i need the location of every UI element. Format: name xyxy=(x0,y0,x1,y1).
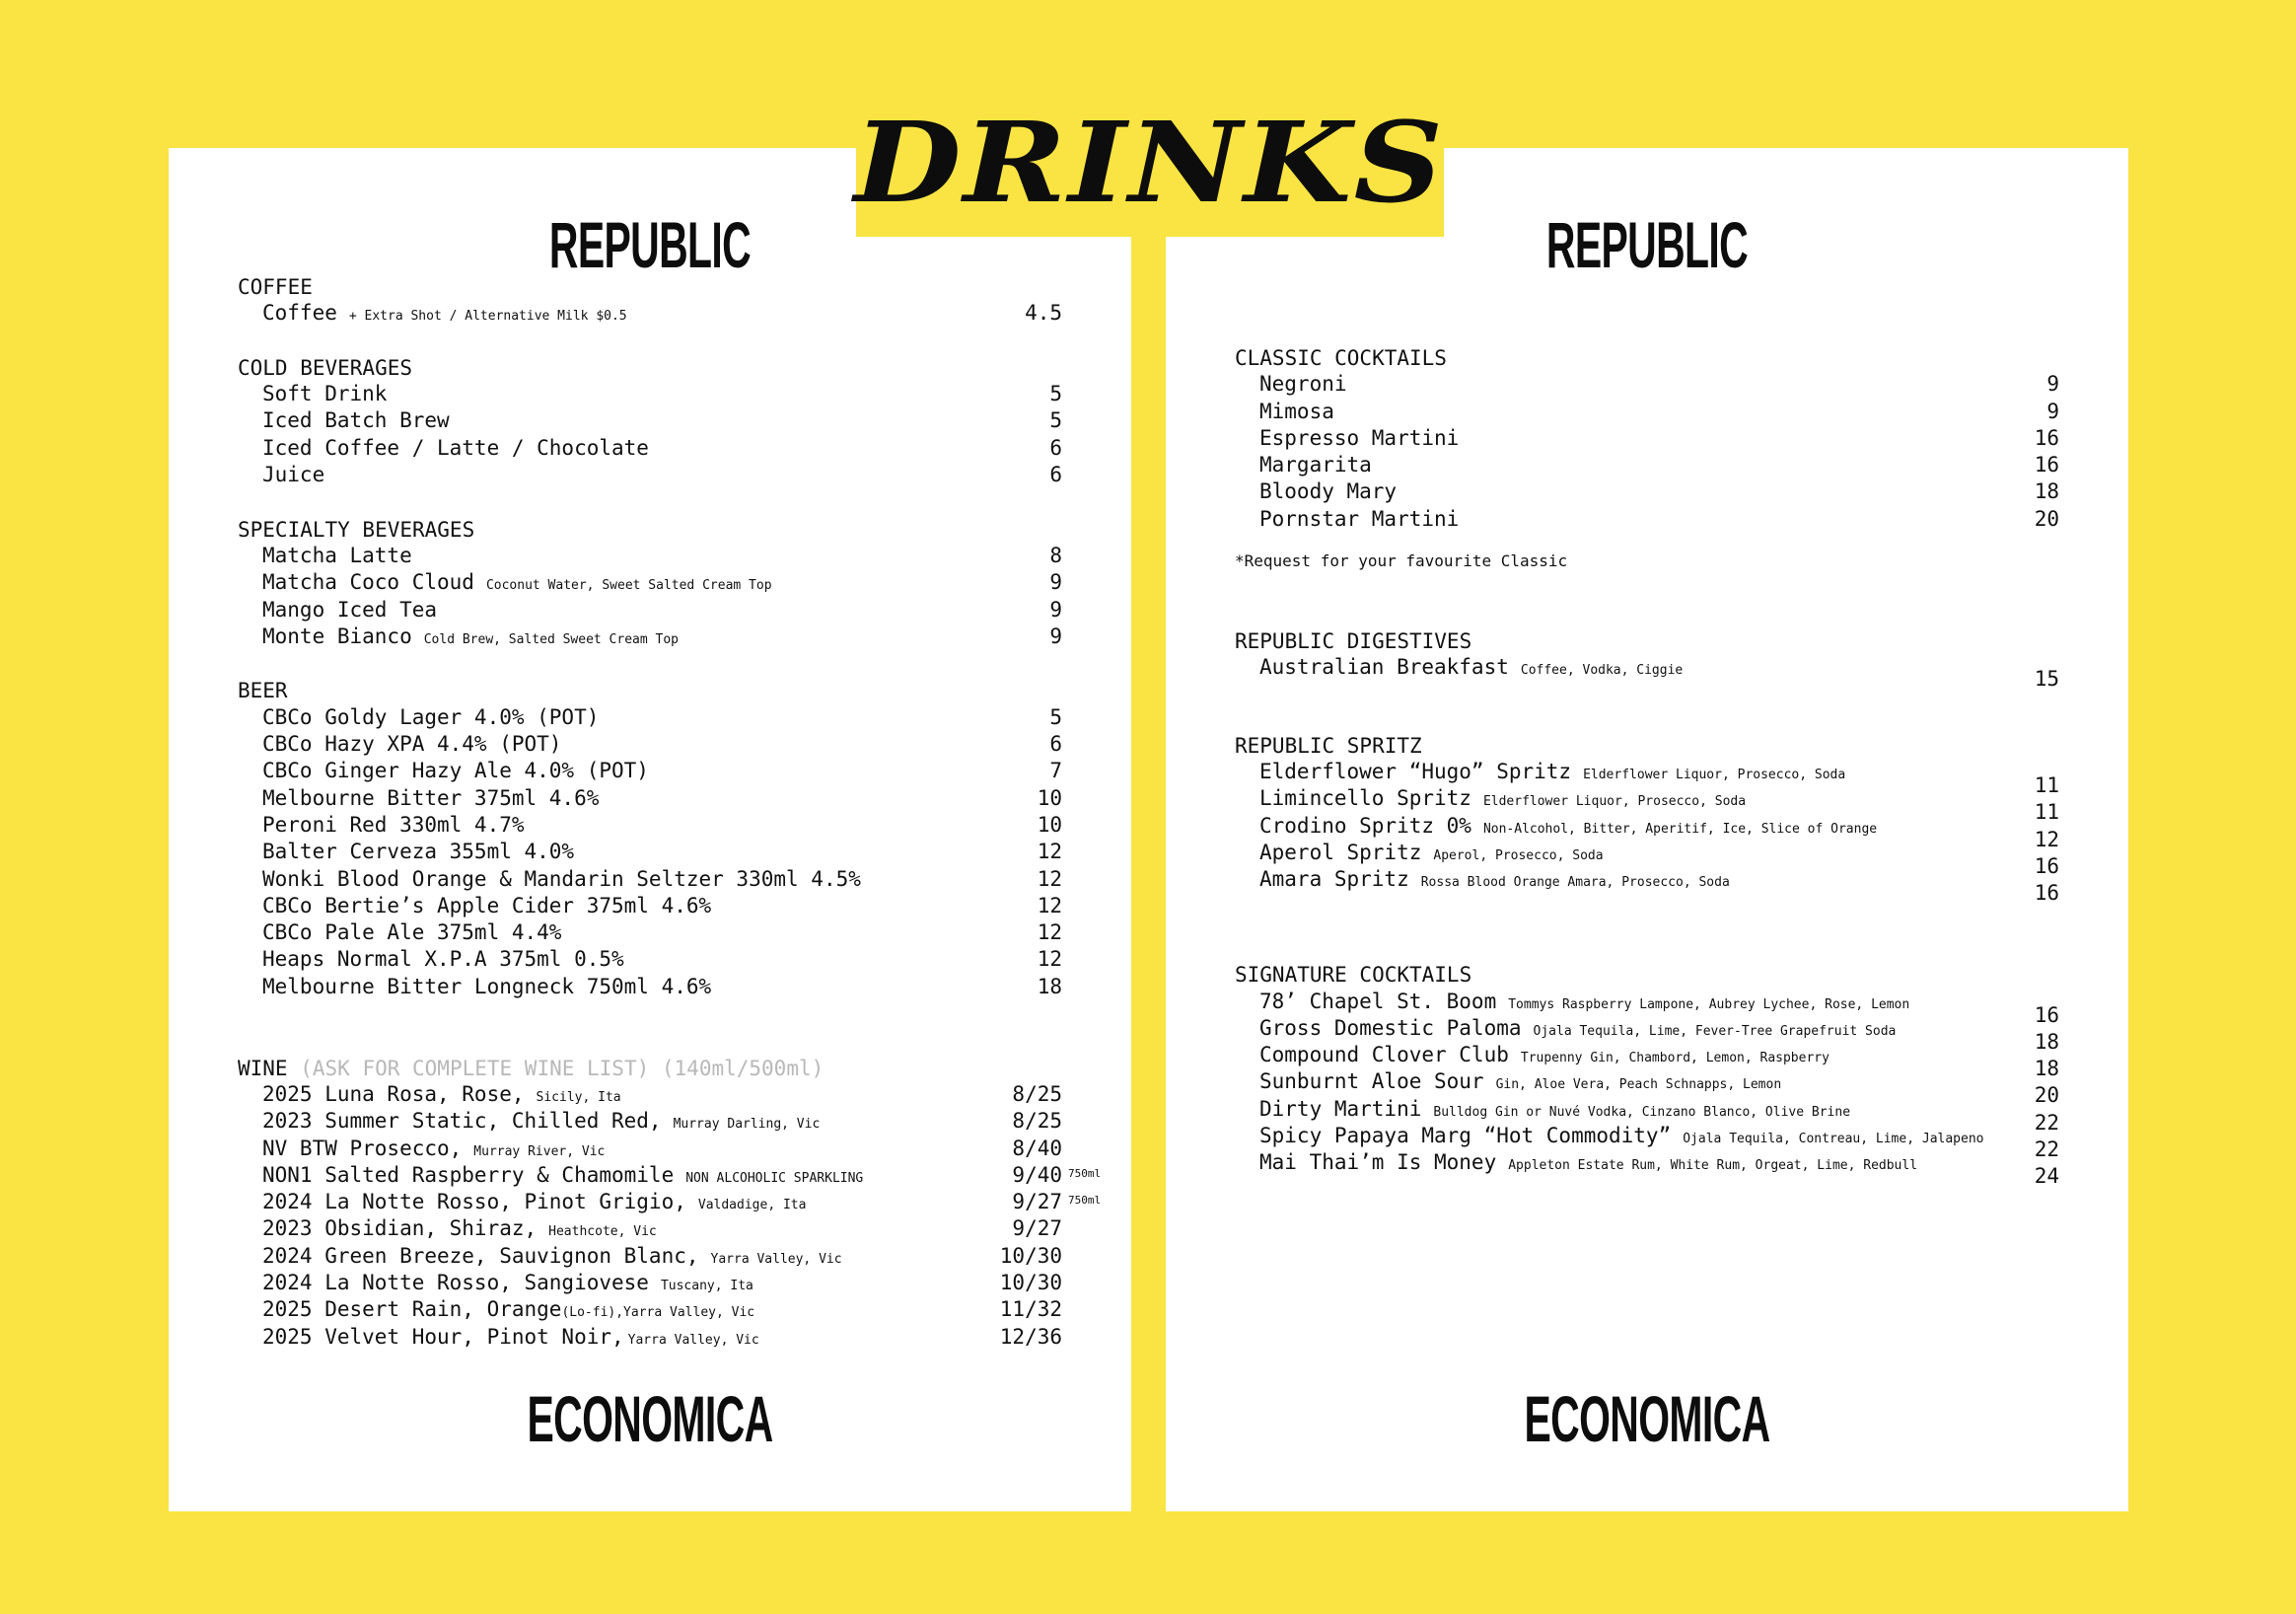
item-name: 78’ Chapel St. Boom xyxy=(1259,989,1497,1013)
item-price: 9 xyxy=(1049,597,1062,622)
item-note: Appleton Estate Rum, White Rum, Orgeat, Lime, Redbull xyxy=(1508,1158,1918,1174)
item-name: CBCo Hazy XPA 4.4% (POT) xyxy=(262,732,562,757)
item-name: 2023 Summer Static, Chilled Red, xyxy=(262,1109,662,1134)
item-name: Iced Coffee / Latte / Chocolate xyxy=(262,435,649,460)
menu-item xyxy=(1235,867,1877,894)
item-price: 12 xyxy=(1037,947,1062,972)
item-name: Aperol Spritz xyxy=(1259,841,1422,865)
volume-note: 750ml xyxy=(1068,1166,1102,1180)
menu-item xyxy=(238,840,1062,866)
item-name: 2024 La Notte Rosso, Sangiovese xyxy=(262,1270,649,1294)
item-note: Sicily, Ita xyxy=(536,1089,621,1105)
item-name: 2024 Green Breeze, Sauvignon Blanc, xyxy=(262,1243,699,1268)
menu-item xyxy=(1235,814,1877,841)
item-note: Tuscany, Ita xyxy=(660,1278,753,1293)
item-note: Elderflower Liquor, Prosecco, Soda xyxy=(1583,768,1846,783)
item-price: 16 xyxy=(2034,1002,2059,1027)
item-note: Bulldog Gin or Nuvé Vodka, Cinzano Blanco, Olive Brine xyxy=(1433,1104,1851,1120)
item-name: 2025 Luna Rosa, Rose, xyxy=(262,1081,525,1106)
item-price: 20 xyxy=(2034,1083,2059,1108)
section-classic-cocktails xyxy=(1235,345,2059,574)
item-note: Rossa Blood Orange Amara, Prosecco, Soda xyxy=(1420,875,1730,891)
section-title: SPECIALTY BEVERAGES xyxy=(238,517,475,542)
menu-item xyxy=(1235,426,2059,453)
menu-item xyxy=(238,544,1062,570)
wine-subtitle: (ASK FOR COMPLETE WINE LIST) (140ml/500ml) xyxy=(300,1056,825,1080)
item-price: 18 xyxy=(2034,479,2059,504)
section-specialty-beverages xyxy=(238,517,1062,651)
item-price: 8 xyxy=(1049,543,1062,567)
item-price: 16 xyxy=(2034,425,2059,450)
item-name: CBCo Goldy Lager 4.0% (POT) xyxy=(262,704,600,729)
item-note: Ojala Tequila, Contreau, Lime, Jalapeno xyxy=(1683,1132,1984,1147)
menu-item xyxy=(238,624,1062,651)
item-name: Compound Clover Club xyxy=(1259,1043,1509,1067)
item-note: Coconut Water, Sweet Salted Cream Top xyxy=(485,578,772,594)
item-price: 7 xyxy=(1049,759,1062,783)
wine-title: WINE xyxy=(238,1056,288,1080)
signature-prices xyxy=(1990,990,2059,1192)
item-price: 22 xyxy=(2034,1110,2059,1135)
menu-item xyxy=(1235,1043,1983,1069)
item-price: 8/25 xyxy=(1012,1081,1062,1106)
item-note: Yarra Valley, Vic xyxy=(627,1332,759,1348)
item-price: 9/27 750ml xyxy=(1012,1190,1102,1214)
item-note: Tommys Raspberry Lampone, Aubrey Lychee, Rose, Lemon xyxy=(1508,996,1910,1012)
menu-item xyxy=(238,301,1062,328)
item-name: Wonki Blood Orange & Mandarin Seltzer 330ml 4.5% xyxy=(262,866,861,891)
menu-item xyxy=(238,1082,1062,1109)
item-price: 18 xyxy=(2034,1029,2059,1054)
menu-item xyxy=(1235,841,1877,867)
menu-item xyxy=(238,1325,1062,1352)
item-name: Espresso Martini xyxy=(1259,425,1460,450)
section-cold-beverages xyxy=(238,355,1062,489)
item-name: Matcha Coco Cloud xyxy=(262,570,474,595)
item-name: Elderflower “Hugo” Spritz xyxy=(1259,760,1572,784)
item-name: 2024 La Notte Rosso, Pinot Grigio, xyxy=(262,1190,686,1214)
menu-item xyxy=(238,786,1062,813)
menu-item xyxy=(238,598,1062,624)
item-price: 11 xyxy=(2034,773,2059,798)
menu-item xyxy=(238,1137,1062,1163)
item-note: Elderflower Liquor, Prosecco, Soda xyxy=(1482,794,1747,810)
menu-item xyxy=(238,732,1062,759)
item-name: Mimosa xyxy=(1259,399,1334,423)
menu-item xyxy=(238,867,1062,894)
section-signature-cocktails xyxy=(1235,962,2059,1191)
item-name: Melbourne Bitter 375ml 4.6% xyxy=(262,785,600,810)
item-name: Mango Iced Tea xyxy=(262,597,438,622)
menu-item xyxy=(238,1271,1062,1297)
item-name: Monte Bianco xyxy=(262,624,412,648)
menu-item xyxy=(1235,479,2059,506)
item-note: Heathcote, Vic xyxy=(548,1224,657,1240)
item-price: 11 xyxy=(2034,800,2059,825)
section-republic-digestives xyxy=(1235,628,2059,692)
item-price: 12 xyxy=(1037,866,1062,891)
menu-item xyxy=(238,975,1062,1001)
menu-page-left xyxy=(169,148,1131,1511)
item-price: 24 xyxy=(2034,1164,2059,1189)
item-price: 12 xyxy=(1037,920,1062,945)
item-name: Limincello Spritz xyxy=(1259,786,1471,811)
section-title: COFFEE xyxy=(238,275,313,299)
section-title: CLASSIC COCKTAILS xyxy=(1235,346,1447,370)
item-name: Spicy Papaya Marg “Hot Commodity” xyxy=(1259,1124,1672,1148)
item-price: 16 xyxy=(2034,453,2059,477)
item-price: 12 xyxy=(1037,893,1062,917)
item-price: 9 xyxy=(2046,399,2059,423)
item-note: Yarra Valley, Vic xyxy=(710,1251,842,1267)
menu-item xyxy=(238,1162,1102,1190)
item-price: 8/25 xyxy=(1012,1109,1062,1134)
menu-item xyxy=(238,947,1062,974)
menu-item xyxy=(238,570,1062,597)
item-note: Valdadige, Ita xyxy=(697,1198,807,1213)
item-price: 10 xyxy=(1037,812,1062,837)
item-name: CBCo Pale Ale 375ml 4.4% xyxy=(262,920,562,945)
volume-note: 750ml xyxy=(1068,1194,1102,1208)
menu-item xyxy=(238,813,1062,840)
item-note: Ojala Tequila, Lime, Fever-Tree Grapefruit Soda xyxy=(1533,1023,1897,1039)
menu-item xyxy=(1235,1124,1983,1150)
item-note: Coffee, Vodka, Ciggie xyxy=(1520,663,1684,679)
item-price: 4.5 xyxy=(1025,301,1062,326)
item-price: 10/30 xyxy=(999,1243,1062,1268)
item-note: Murray River, Vic xyxy=(473,1143,606,1159)
section-republic-spritz xyxy=(1235,733,2059,909)
section-title xyxy=(238,1056,1062,1082)
item-name: Melbourne Bitter Longneck 750ml 4.6% xyxy=(262,974,712,998)
item-name: Matcha Latte xyxy=(262,543,412,567)
item-note: NON ALCOHOLIC SPARKLING xyxy=(685,1170,864,1186)
menu-title: DRINKS xyxy=(854,99,1446,228)
menu-item xyxy=(1235,372,2059,399)
item-price: 9/27 xyxy=(1012,1216,1062,1241)
section-title: SIGNATURE COCKTAILS xyxy=(1235,963,1472,988)
menu-item xyxy=(238,894,1062,920)
item-note: Non-Alcohol, Bitter, Aperitif, Ice, Slice of Orange xyxy=(1482,821,1878,837)
menu-item xyxy=(238,759,1062,785)
item-price: 20 xyxy=(2034,506,2059,531)
item-name: Coffee xyxy=(262,301,337,326)
item-name: Crodino Spritz 0% xyxy=(1259,813,1471,838)
title-banner xyxy=(856,59,1444,237)
item-price: 5 xyxy=(1049,382,1062,406)
item-name: Gross Domestic Paloma xyxy=(1259,1015,1522,1040)
item-price: 6 xyxy=(1049,463,1062,487)
signature-names xyxy=(1235,990,1983,1192)
item-price: 12 xyxy=(2034,827,2059,851)
item-price: 11/32 xyxy=(999,1297,1062,1322)
item-name: 2023 Obsidian, Shiraz, xyxy=(262,1216,538,1241)
right-menu-content xyxy=(1235,345,2059,1218)
menu-item xyxy=(1235,786,1877,813)
item-note: Trupenny Gin, Chambord, Lemon, Raspberry xyxy=(1520,1051,1830,1066)
brand-logo-bottom: ECONOMICA xyxy=(527,1382,773,1455)
item-name: Margarita xyxy=(1259,453,1372,477)
item-price: 18 xyxy=(2034,1057,2059,1081)
item-price: 9 xyxy=(2046,372,2059,397)
menu-item xyxy=(238,408,1062,435)
menu-item xyxy=(238,1109,1062,1136)
item-price: 6 xyxy=(1049,732,1062,757)
item-price: 18 xyxy=(1037,974,1062,998)
item-price: 8/40 xyxy=(1012,1136,1062,1160)
item-name: Bloody Mary xyxy=(1259,479,1398,504)
item-price: 10/30 xyxy=(999,1270,1062,1294)
item-name: Iced Batch Brew xyxy=(262,408,450,433)
section-title: REPUBLIC SPRITZ xyxy=(1235,733,1422,758)
item-name: Pornstar Martini xyxy=(1259,506,1460,531)
item-name: Amara Spritz xyxy=(1259,867,1409,892)
spritz-names xyxy=(1235,760,1877,908)
item-note: Aperol, Prosecco, Soda xyxy=(1433,848,1604,864)
item-name: Peroni Red 330ml 4.7% xyxy=(262,812,525,837)
item-name: Dirty Martini xyxy=(1259,1096,1422,1121)
section-wine xyxy=(238,1056,1102,1352)
item-price: 16 xyxy=(2034,881,2059,906)
item-price: 9 xyxy=(1049,570,1062,595)
item-price: 16 xyxy=(2034,854,2059,879)
brand-logo-bottom: ECONOMICA xyxy=(1524,1382,1770,1455)
item-price: 9/40 750ml xyxy=(1012,1162,1102,1187)
item-price: 5 xyxy=(1049,408,1062,433)
item-price: 22 xyxy=(2034,1137,2059,1162)
item-name: CBCo Bertie’s Apple Cider 375ml 4.6% xyxy=(262,893,712,917)
menu-item xyxy=(1235,400,2059,426)
item-price: 12 xyxy=(1037,840,1062,864)
item-name: 2025 Velvet Hour, Pinot Noir, xyxy=(262,1324,624,1349)
menu-item xyxy=(1235,655,2059,692)
menu-item xyxy=(1235,990,1983,1016)
menu-item xyxy=(1235,1016,1983,1043)
item-name: Negroni xyxy=(1259,372,1347,397)
item-note: Murray Darling, Vic xyxy=(673,1117,821,1133)
menu-item xyxy=(238,463,1062,489)
menu-item xyxy=(238,1216,1062,1243)
menu-item xyxy=(1235,1150,1983,1177)
section-title: REPUBLIC DIGESTIVES xyxy=(1235,628,1472,653)
brand-logo-top: REPUBLIC xyxy=(548,208,752,281)
item-note: + Extra Shot / Alternative Milk $0.5 xyxy=(348,309,627,325)
item-price: 9 xyxy=(1049,624,1062,648)
item-name: NON1 Salted Raspberry & Chamomile xyxy=(262,1162,675,1187)
menu-page-right xyxy=(1166,148,2128,1511)
menu-item xyxy=(238,1297,1062,1324)
item-note: (Lo-fi),Yarra Valley, Vic xyxy=(561,1305,755,1321)
menu-item xyxy=(1235,507,2059,534)
menu-item xyxy=(238,1244,1062,1271)
item-name: CBCo Ginger Hazy Ale 4.0% (POT) xyxy=(262,759,649,783)
item-note: Gin, Aloe Vera, Peach Schnapps, Lemon xyxy=(1495,1077,1782,1093)
item-price: 12/36 xyxy=(999,1324,1062,1349)
item-name: Balter Cerveza 355ml 4.0% xyxy=(262,840,575,864)
item-name: Soft Drink xyxy=(262,382,388,406)
item-name: Juice xyxy=(262,463,325,487)
menu-item xyxy=(238,705,1062,732)
item-note: Cold Brew, Salted Sweet Cream Top xyxy=(423,631,679,647)
section-title: BEER xyxy=(238,679,288,703)
brand-logo-top: REPUBLIC xyxy=(1545,208,1749,281)
menu-item xyxy=(1235,1069,1983,1096)
item-name: 2025 Desert Rain, Orange xyxy=(262,1297,562,1322)
item-name: Australian Breakfast xyxy=(1259,655,1509,680)
menu-item xyxy=(1235,760,1877,786)
spritz-prices xyxy=(1990,760,2059,908)
menu-item xyxy=(1235,453,2059,479)
menu-item xyxy=(238,1190,1102,1216)
section-coffee xyxy=(238,274,1062,329)
menu-item xyxy=(238,382,1062,408)
item-name: Sunburnt Aloe Sour xyxy=(1259,1069,1484,1094)
section-title: COLD BEVERAGES xyxy=(238,355,413,380)
menu-item xyxy=(1235,1097,1983,1124)
request-note: *Request for your favourite Classic xyxy=(1235,551,1568,571)
item-name: Mai Thai’m Is Money xyxy=(1259,1150,1497,1175)
item-price: 10 xyxy=(1037,785,1062,810)
left-menu-content xyxy=(238,274,1102,1378)
menu-item xyxy=(238,436,1062,463)
item-name: Heaps Normal X.P.A 375ml 0.5% xyxy=(262,947,624,972)
item-price: 6 xyxy=(1049,435,1062,460)
menu-item xyxy=(238,920,1062,947)
section-beer xyxy=(238,678,1062,1001)
item-name: NV BTW Prosecco, xyxy=(262,1136,463,1160)
item-price: 15 xyxy=(2034,667,2059,692)
item-price: 5 xyxy=(1049,704,1062,729)
